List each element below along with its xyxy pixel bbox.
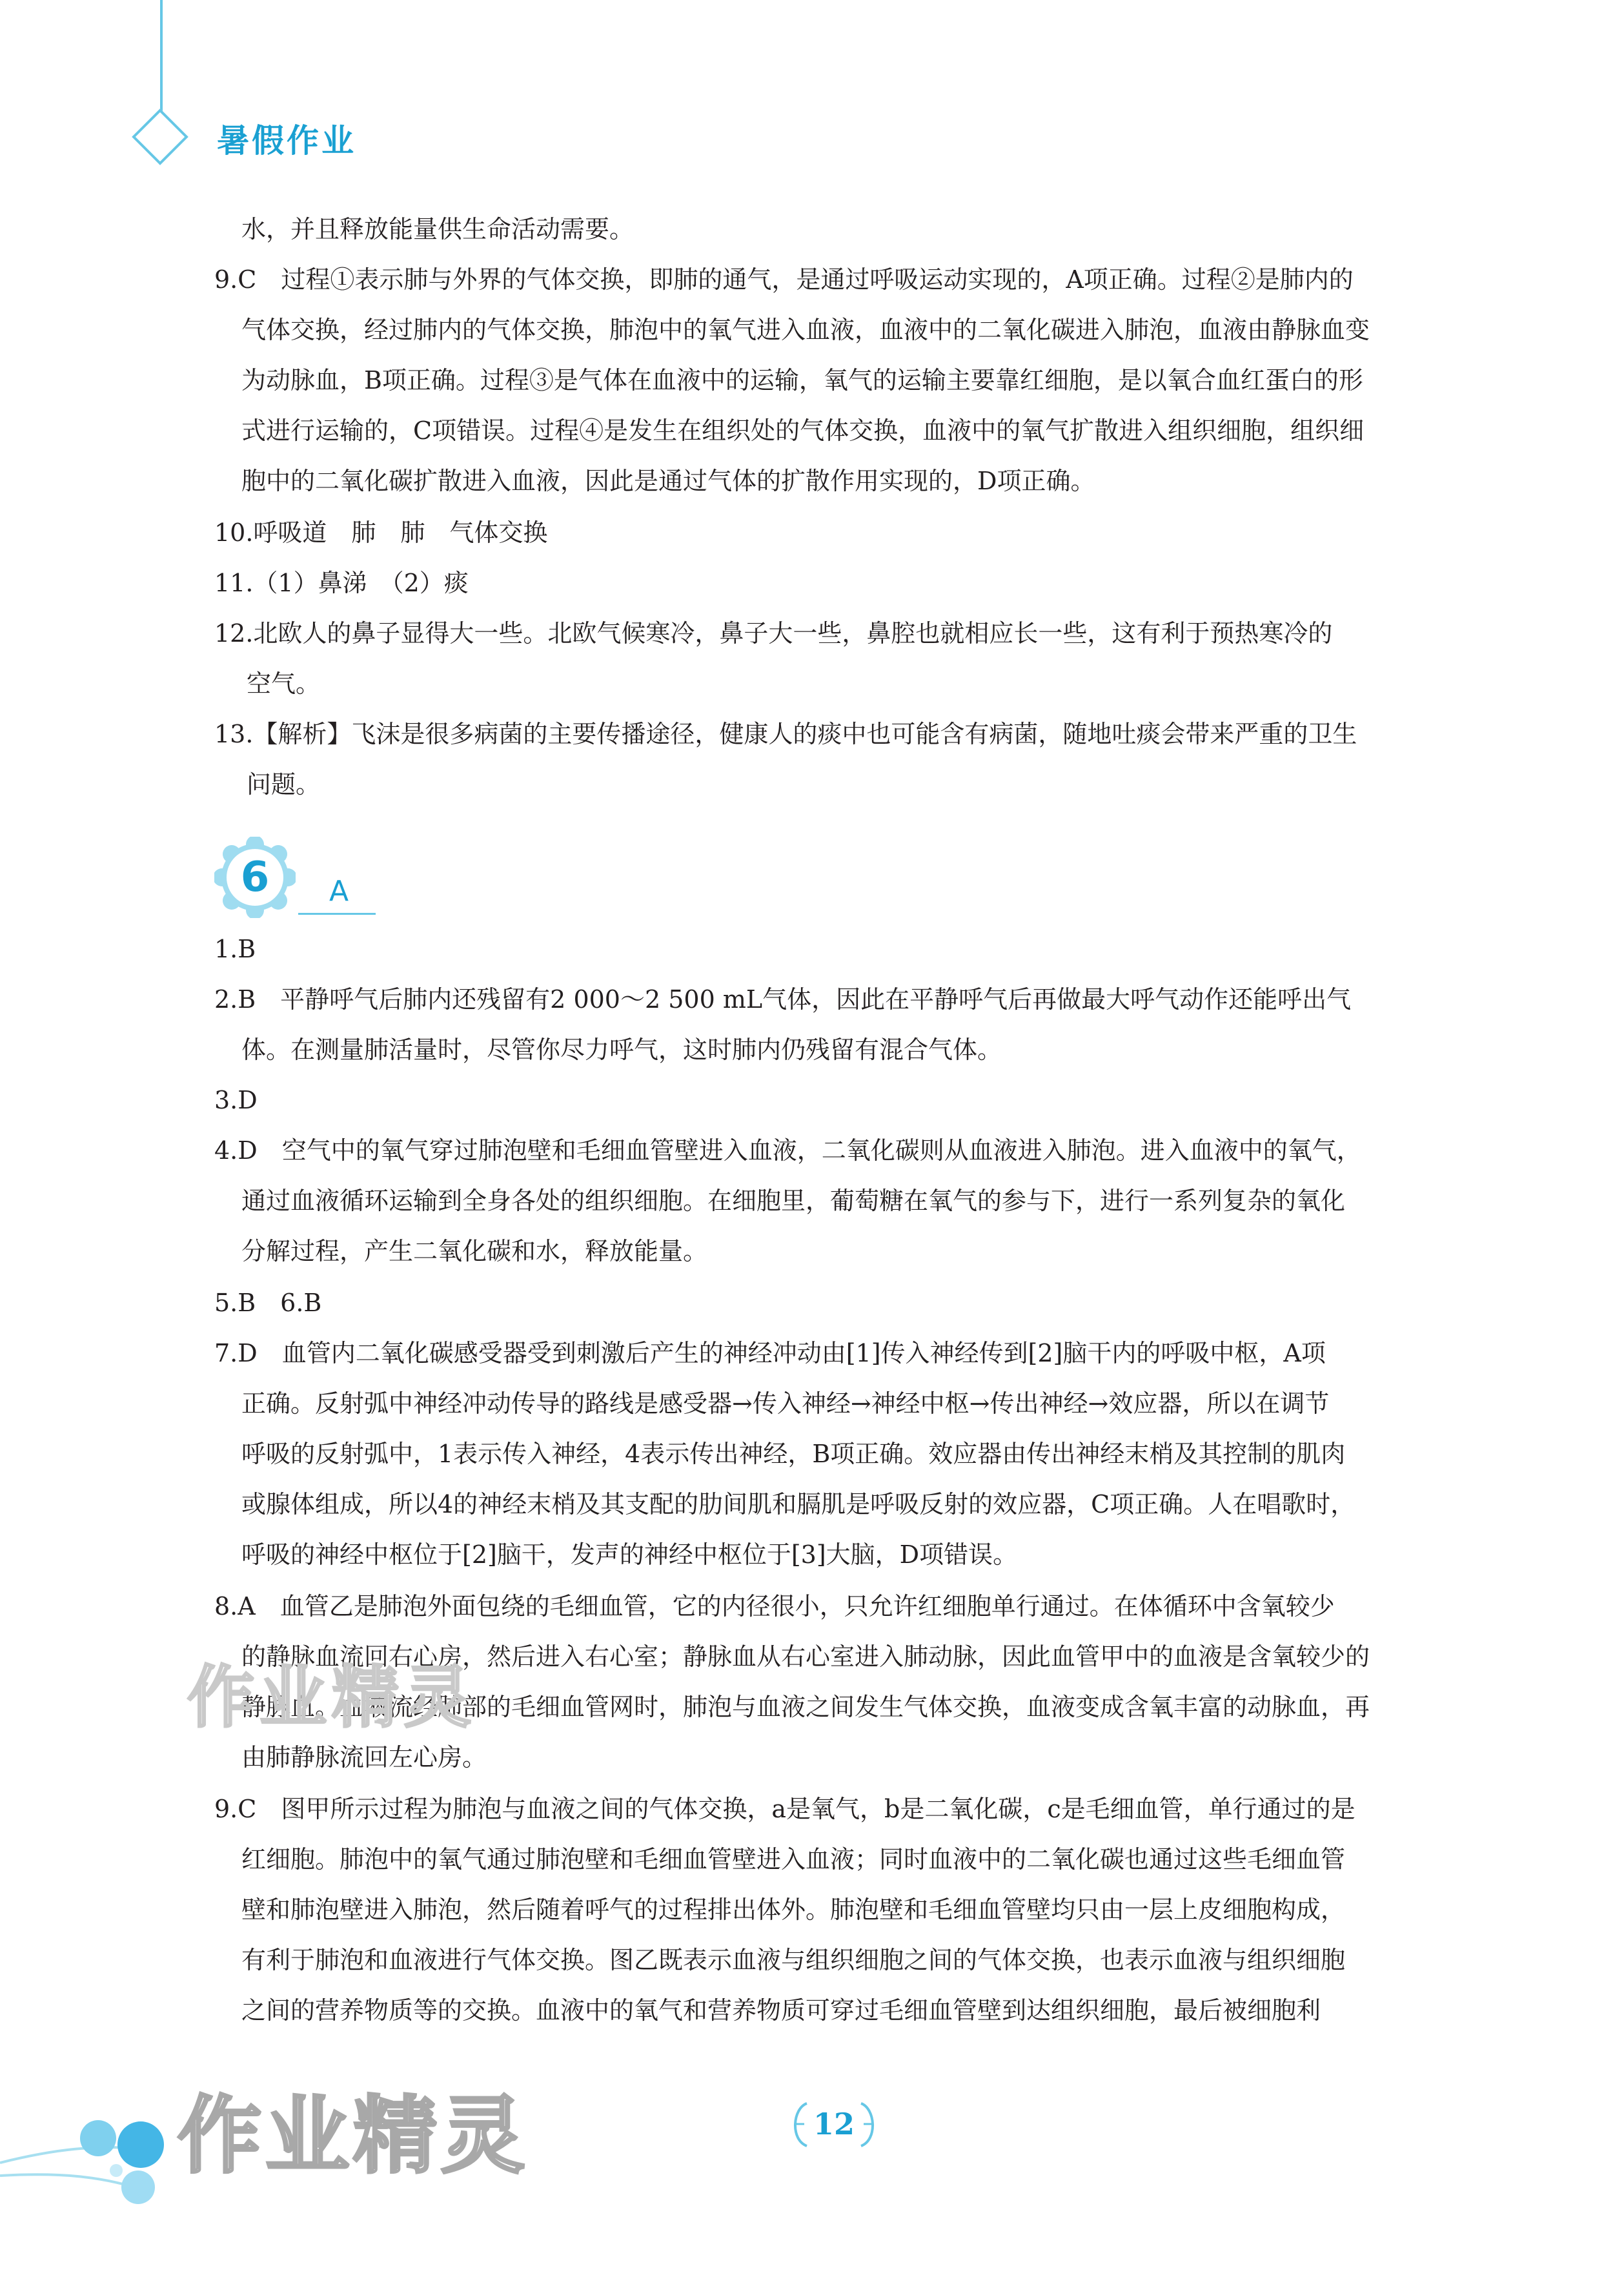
text-line: 9.C 过程①表示肺与外界的气体交换，即肺的通气，是通过呼吸运动实现的，A项正确。过程②是肺内的 [214,265,1354,294]
text-line: 水，并且释放能量供生命活动需要。 [241,215,634,243]
text-line: 问题。 [247,770,321,799]
text-line: 呼吸的神经中枢位于[2]脑干，发声的神经中枢位于[3]大脑，D项错误。 [241,1540,1018,1569]
text-line: 正确。反射弧中神经冲动传导的路线是感受器→传入神经→神经中枢→传出神经→效应器，所以在调节 [241,1389,1330,1418]
text-line: 体。在测量肺活量时，尽管你尽力呼气，这时肺内仍残留有混合气体。 [241,1036,1002,1064]
text-line: 由肺静脉流回左心房。 [241,1743,487,1772]
text-line: 3.D [214,1086,258,1114]
text-line: 为动脉血，B项正确。过程③是气体在血液中的运输，氧气的运输主要靠红细胞，是以氧合血红蛋白的形 [241,366,1363,394]
text-line: 呼吸的反射弧中，1表示传入神经，4表示传出神经，B项正确。效应器由传出神经末梢及其控制的肌肉 [241,1440,1346,1468]
text-line: 13.【解析】飞沫是很多病菌的主要传播途径，健康人的痰中也可能含有病菌，随地吐痰会带来严重的卫生 [214,720,1357,748]
text-line: 11.（1）鼻涕 （2）痰 [214,569,469,597]
text-line: 分解过程，产生二氧化碳和水，释放能量。 [241,1237,708,1265]
header-title: 暑假作业 [217,122,356,159]
section-label: A [329,875,349,908]
text-line: 5.B 6.B [214,1289,322,1317]
page-number-badge [789,2092,879,2156]
text-line: 通过血液循环运输到全身各处的组织细胞。在细胞里，葡萄糖在氧气的参与下，进行一系列复杂的氧化 [241,1187,1346,1215]
header-vertical-rule [160,0,163,113]
section-underline [298,913,376,915]
page-number: 12 [813,2107,855,2141]
text-line: 静脉血。血液流经肺部的毛细血管网时，肺泡与血液之间发生气体交换，血液变成含氧丰富的动脉血，再 [241,1693,1370,1721]
text-line: 壁和肺泡壁进入肺泡，然后随着呼气的过程排出体外。肺泡壁和毛细血管壁均只由一层上皮细胞构成， [241,1895,1346,1924]
text-line: 或腺体组成，所以4的神经末梢及其支配的肋间肌和膈肌是呼吸反射的效应器，C项正确。人在唱歌时， [241,1490,1355,1518]
footer-brand-logo: 作业精灵 [178,2087,529,2185]
text-line: 9.C 图甲所示过程为肺泡与血液之间的气体交换，a是氧气，b是二氧化碳，c是毛细血管，单行通过的是 [214,1795,1355,1823]
watermark: 作业精灵 [187,1658,477,1737]
header-diamond-icon [132,108,188,165]
text-line: 的静脉血流回右心房，然后进入右心室；静脉血从右心室进入肺动脉，因此血管甲中的血液是含氧较少的 [241,1642,1370,1671]
text-line: 8.A 血管乙是肺泡外面包绕的毛细血管，它的内径很小，只允许红细胞单行通过。在体循环中含氧较少 [214,1592,1335,1620]
text-line: 7.D 血管内二氧化碳感受器受到刺激后产生的神经冲动由[1]传入神经传到[2]脑干内的呼吸中枢，A项 [214,1339,1326,1367]
text-line: 12.北欧人的鼻子显得大一些。北欧气候寒冷，鼻子大一些，鼻腔也就相应长一些，这有利于预热寒冷的 [214,619,1333,648]
text-line: 气体交换，经过肺内的气体交换，肺泡中的氧气进入血液，血液中的二氧化碳进入肺泡，血液由静脉血变 [241,316,1370,344]
section-number-badge [214,837,296,918]
text-line: 空气。 [247,669,321,698]
text-line: 10.呼吸道 肺 肺 气体交换 [214,518,548,547]
text-line: 2.B 平静呼气后肺内还残留有2 000～2 500 mL气体，因此在平静呼气后再做最大呼气动作还能呼出气 [214,985,1352,1014]
text-line: 之间的营养物质等的交换。血液中的氧气和营养物质可穿过毛细血管壁到达组织细胞，最后被细胞利 [241,1996,1321,2025]
section-number: 6 [240,853,270,901]
text-line: 有利于肺泡和血液进行气体交换。图乙既表示血液与组织细胞之间的气体交换，也表示血液与组织细胞 [241,1946,1346,1974]
text-line: 1.B [214,935,256,963]
text-line: 式进行运输的，C项错误。过程④是发生在组织处的气体交换，血液中的氧气扩散进入组织细胞，组织细 [241,416,1365,445]
text-line: 胞中的二氧化碳扩散进入血液，因此是通过气体的扩散作用实现的，D项正确。 [241,467,1095,495]
text-line: 4.D 空气中的氧气穿过肺泡壁和毛细血管壁进入血液，二氧化碳则从血液进入肺泡。进入血液中的氧气， [214,1136,1361,1165]
text-line: 红细胞。肺泡中的氧气通过肺泡壁和毛细血管壁进入血液；同时血液中的二氧化碳也通过这些毛细血管 [241,1845,1346,1874]
